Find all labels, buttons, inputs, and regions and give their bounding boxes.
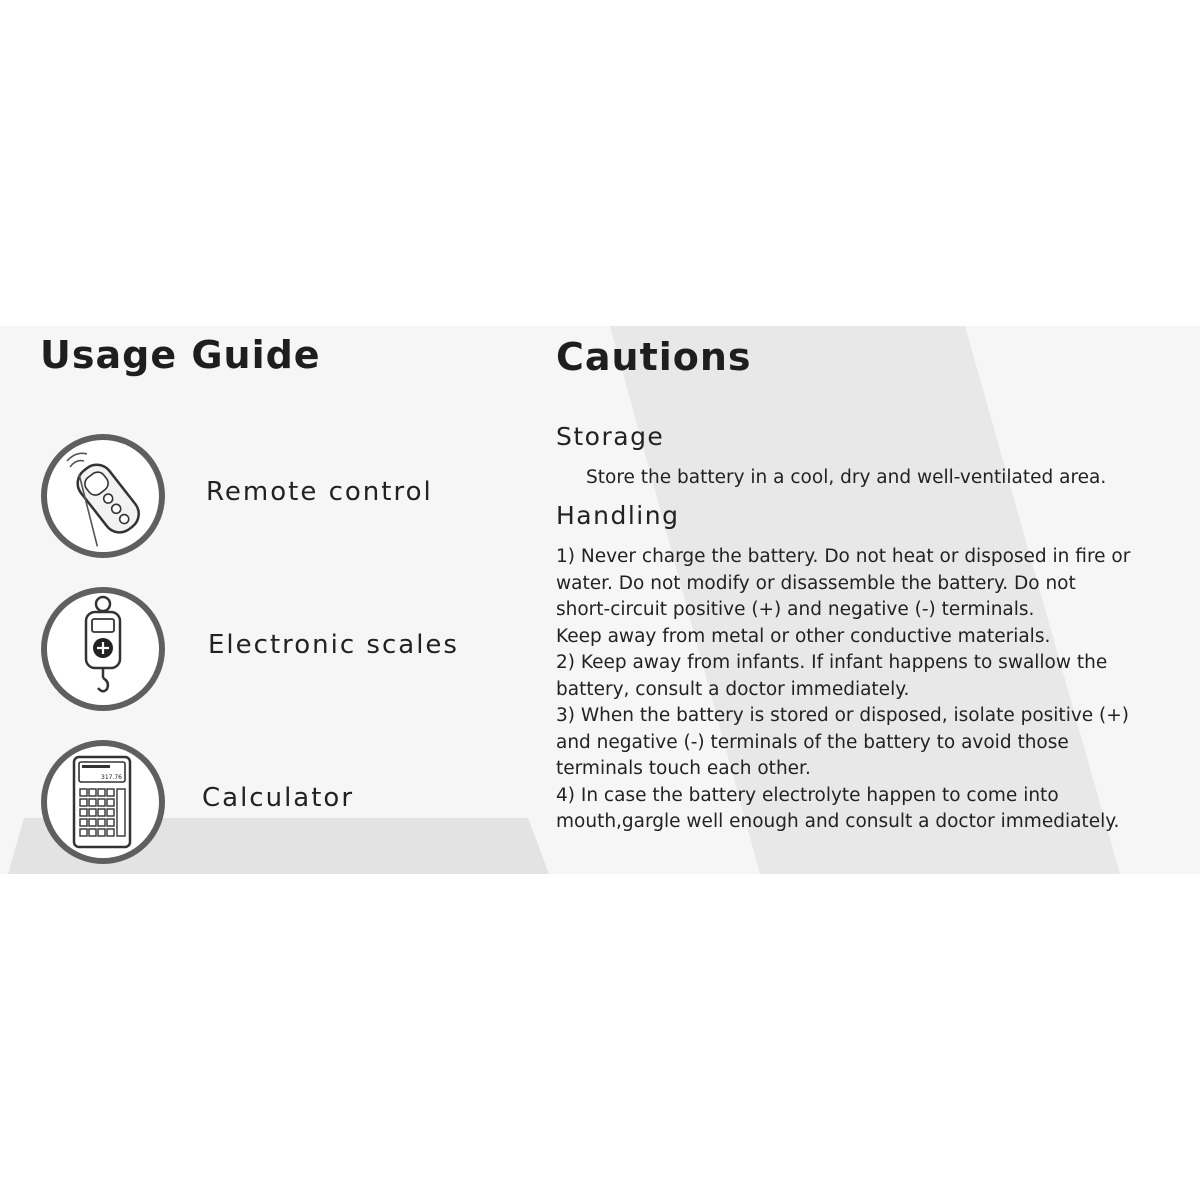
usage-guide-title: Usage Guide [40,333,321,377]
handling-line: battery, consult a doctor immediately. [556,678,910,700]
usage-item-electronic-scales [40,586,540,712]
remote-control-icon [40,433,166,559]
handling-line: 3) When the battery is stored or disposed, isolate positive (+) [556,705,1129,726]
handling-line: 2) Keep away from infants. If infant happens to swallow the [556,652,1108,673]
handling-line: and negative (-) terminals of the battery to avoid those [556,731,1069,753]
handling-line: short-circuit positive (+) and negative (-) terminals. [556,599,1035,620]
usage-item-remote-control [40,433,540,559]
handling-line: Keep away from metal or other conductive materials. [556,625,1051,647]
usage-item-label: Electronic scales [208,630,459,660]
handling-line: water. Do not modify or disassemble the battery. Do not [556,572,1076,594]
handling-text [556,544,1186,836]
calculator-icon [40,739,166,865]
cautions-title: Cautions [556,335,752,379]
storage-text: Store the battery in a cool, dry and well-ventilated area. [586,467,1107,488]
hanging-scale-icon [40,586,166,712]
storage-heading: Storage [556,422,665,451]
handling-line: 4) In case the battery electrolyte happen to come into [556,784,1059,806]
handling-heading: Handling [556,501,680,530]
usage-item-calculator [40,739,540,865]
calculator-display: 317.76 [101,774,122,781]
handling-line: 1) Never charge the battery. Do not heat or disposed in fire or [556,546,1131,567]
handling-line: terminals touch each other. [556,758,811,779]
handling-line: mouth,gargle well enough and consult a doctor immediately. [556,811,1120,832]
usage-item-label: Remote control [206,477,433,507]
usage-item-label: Calculator [202,783,355,813]
